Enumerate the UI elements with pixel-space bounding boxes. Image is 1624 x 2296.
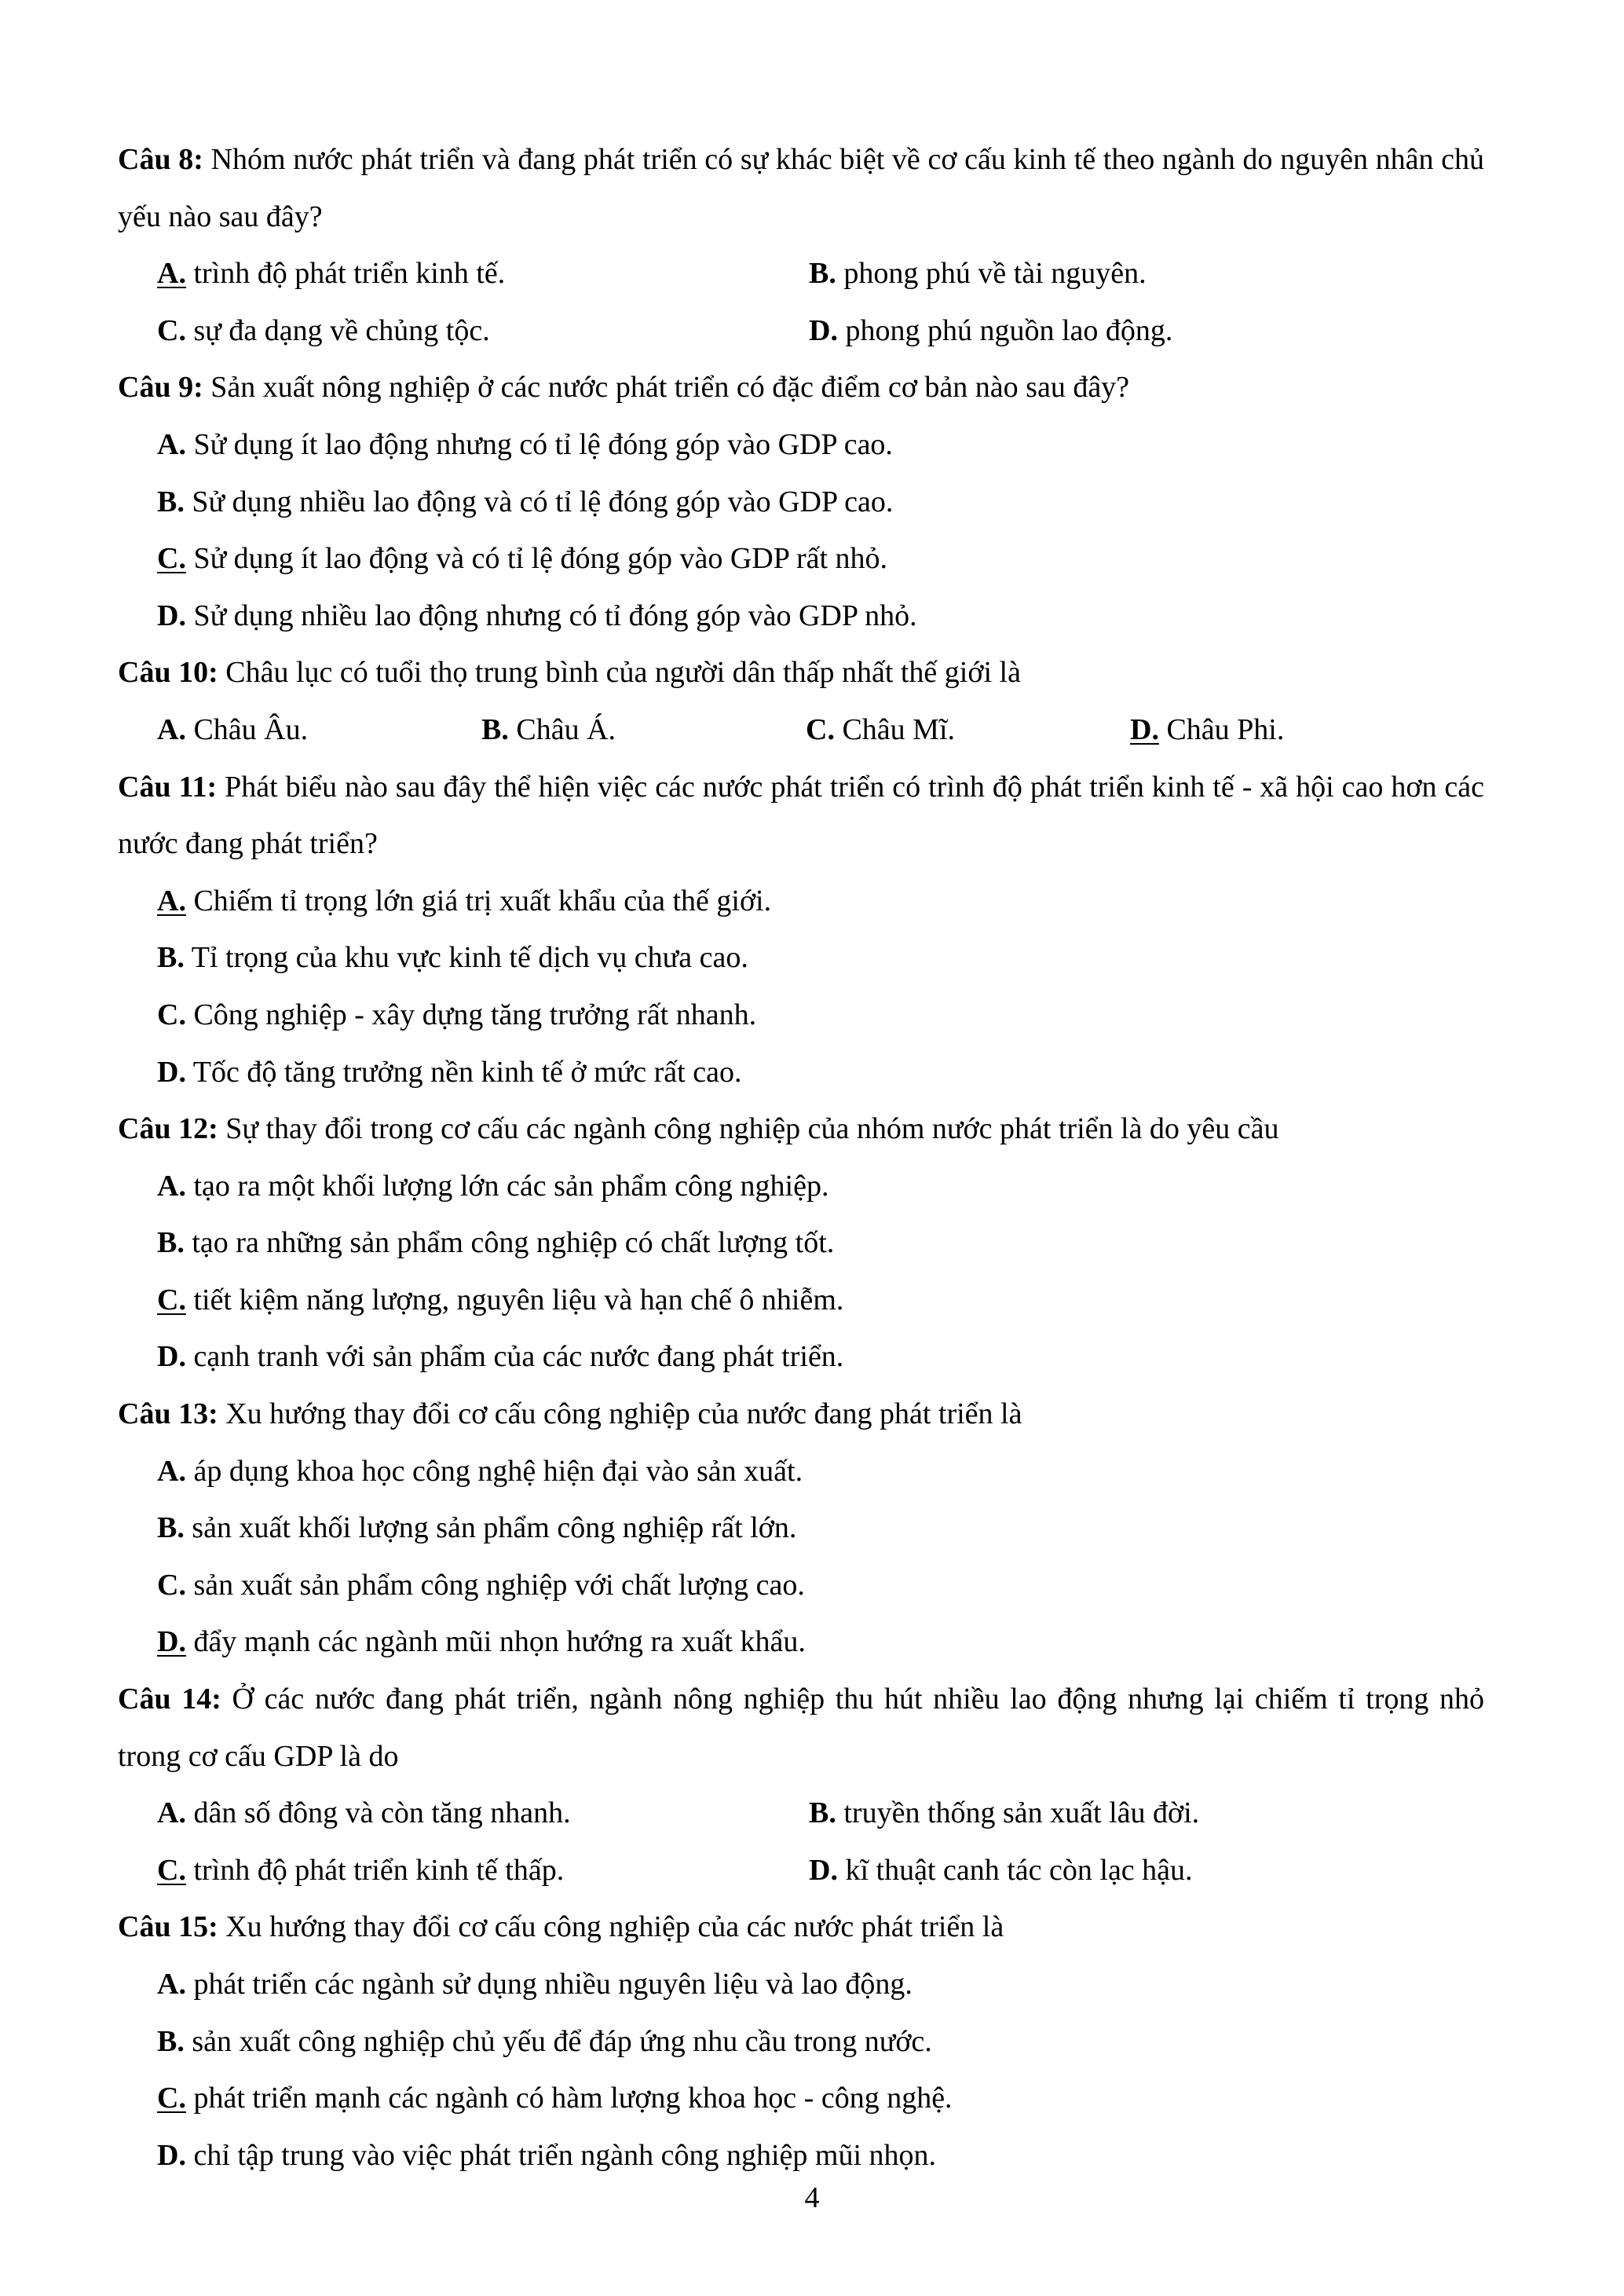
option-a xyxy=(118,1158,1484,1215)
option-letter: B. xyxy=(157,1511,185,1545)
option-a xyxy=(118,416,1484,474)
question-label: Câu 11: xyxy=(118,770,218,804)
option-c xyxy=(157,302,809,360)
option-a xyxy=(157,1785,809,1842)
option-a xyxy=(118,873,1484,930)
question-text: Phát biểu nào sau đây thể hiện việc các nước phát triển có trình độ phát triển kinh tế - xã hội cao hơn các nước đang phát triển? xyxy=(118,770,1484,861)
option-letter: A. xyxy=(157,712,186,746)
option-letter: C. xyxy=(157,1568,186,1602)
option-b xyxy=(809,1785,1461,1842)
option-text: tiết kiệm năng lượng, nguyên liệu và hạn chế ô nhiễm. xyxy=(193,1283,844,1316)
option-letter: D. xyxy=(809,1853,838,1887)
question-text: Xu hướng thay đổi cơ cấu công nghiệp của các nước phát triển là xyxy=(225,1910,1004,1944)
option-letter: B. xyxy=(481,712,509,746)
options-row xyxy=(118,1842,1484,1899)
option-c xyxy=(118,1272,1484,1329)
question-15 xyxy=(118,1899,1484,1956)
option-letter: B. xyxy=(157,485,185,518)
answer-letter: D. xyxy=(1130,712,1159,746)
option-letter: A. xyxy=(157,427,186,461)
question-8 xyxy=(118,131,1484,245)
answer-letter: C. xyxy=(157,542,186,576)
options-row xyxy=(118,701,1484,759)
option-text: cạnh tranh với sản phẩm của các nước đang phát triển. xyxy=(193,1340,844,1374)
answer-letter: C. xyxy=(157,1283,186,1316)
option-text: kĩ thuật canh tác còn lạc hậu. xyxy=(845,1853,1193,1887)
option-text: Tỉ trọng của khu vực kinh tế dịch vụ chưa cao. xyxy=(191,941,748,975)
option-text: Tốc độ tăng trưởng nền kinh tế ở mức rất cao. xyxy=(192,1055,742,1089)
option-text: dân số đông và còn tăng nhanh. xyxy=(193,1796,571,1830)
question-11 xyxy=(118,759,1484,873)
option-text: Sử dụng ít lao động nhưng có tỉ lệ đóng góp vào GDP cao. xyxy=(193,427,893,461)
option-letter: D. xyxy=(157,1055,186,1089)
question-10 xyxy=(118,644,1484,701)
option-letter: D. xyxy=(809,313,838,347)
option-letter: B. xyxy=(157,1226,185,1260)
option-text: Sử dụng nhiều lao động và có tỉ lệ đóng góp vào GDP cao. xyxy=(192,485,894,518)
option-a xyxy=(118,1443,1484,1500)
option-letter: C. xyxy=(157,313,186,347)
option-b xyxy=(118,2013,1484,2071)
option-letter: D. xyxy=(157,599,186,632)
question-label: Câu 12: xyxy=(118,1112,218,1146)
option-text: Châu Á. xyxy=(516,712,616,746)
question-text: Ở các nước đang phát triển, ngành nông nghiệp thu hút nhiều lao động nhưng lại chiếm tỉ trọng nhỏ trong cơ cấu GDP là do xyxy=(118,1683,1485,1773)
option-letter: A. xyxy=(157,1968,186,2001)
option-letter: C. xyxy=(806,712,835,746)
option-d xyxy=(118,1328,1484,1386)
option-c xyxy=(118,1557,1484,1614)
option-d xyxy=(809,1842,1461,1899)
option-b xyxy=(118,1500,1484,1557)
option-b xyxy=(481,701,806,759)
option-text: tạo ra những sản phẩm công nghiệp có chất lượng tốt. xyxy=(192,1226,835,1260)
answer-letter: D. xyxy=(157,1625,186,1659)
option-letter: A. xyxy=(157,1169,186,1203)
answer-letter: C. xyxy=(157,2082,186,2115)
option-letter: A. xyxy=(157,1454,186,1488)
option-text: trình độ phát triển kinh tế thấp. xyxy=(193,1853,565,1887)
answer-letter: C. xyxy=(157,1853,186,1887)
option-text: Công nghiệp - xây dựng tăng trưởng rất nhanh. xyxy=(193,998,757,1031)
option-letter: D. xyxy=(157,1340,186,1374)
option-b xyxy=(809,245,1461,302)
option-c xyxy=(118,987,1484,1044)
option-d xyxy=(1130,701,1454,759)
question-text: Xu hướng thay đổi cơ cấu công nghiệp của nước đang phát triển là xyxy=(225,1397,1022,1431)
option-text: phát triển mạnh các ngành có hàm lượng khoa học - công nghệ. xyxy=(193,2082,953,2115)
option-text: Châu Âu. xyxy=(193,712,309,746)
option-letter: C. xyxy=(157,998,186,1031)
option-a xyxy=(118,1956,1484,2013)
option-letter: B. xyxy=(809,257,836,291)
option-b xyxy=(118,929,1484,987)
question-text: Châu lục có tuổi thọ trung bình của người dân thấp nhất thế giới là xyxy=(225,656,1021,690)
answer-letter: A. xyxy=(157,884,186,917)
option-d xyxy=(118,588,1484,645)
option-c xyxy=(806,701,1130,759)
option-letter: B. xyxy=(809,1796,836,1830)
option-b xyxy=(118,1214,1484,1272)
question-label: Câu 8: xyxy=(118,143,203,176)
option-d xyxy=(118,1044,1484,1101)
option-letter: B. xyxy=(157,941,185,975)
option-text: trình độ phát triển kinh tế. xyxy=(193,257,506,291)
question-text: Sự thay đổi trong cơ cấu các ngành công nghiệp của nhóm nước phát triển là do yêu cầu xyxy=(225,1112,1279,1146)
question-text: Nhóm nước phát triển và đang phát triển có sự khác biệt về cơ cấu kinh tế theo ngành do nguyên nhân chủ yếu nào sau đây? xyxy=(118,143,1485,233)
question-label: Câu 9: xyxy=(118,371,203,405)
options-row xyxy=(118,245,1484,302)
question-label: Câu 13: xyxy=(118,1397,218,1431)
option-c xyxy=(157,1842,809,1899)
option-letter: D. xyxy=(157,2138,186,2172)
option-letter: A. xyxy=(157,1796,186,1830)
question-text: Sản xuất nông nghiệp ở các nước phát triển có đặc điểm cơ bản nào sau đây? xyxy=(210,371,1130,405)
option-c xyxy=(118,530,1484,588)
option-text: tạo ra một khối lượng lớn các sản phẩm công nghiệp. xyxy=(193,1169,829,1203)
option-c xyxy=(118,2070,1484,2127)
option-letter: B. xyxy=(157,2024,185,2058)
options-row xyxy=(118,1785,1484,1842)
answer-letter: A. xyxy=(157,257,186,291)
question-label: Câu 15: xyxy=(118,1910,218,1944)
option-a xyxy=(157,701,481,759)
option-text: Châu Mĩ. xyxy=(842,712,956,746)
options-row xyxy=(118,302,1484,360)
option-d xyxy=(118,1613,1484,1671)
option-text: sự đa dạng về chủng tộc. xyxy=(193,313,490,347)
exam-page xyxy=(118,131,1484,2184)
question-12 xyxy=(118,1100,1484,1158)
option-text: áp dụng khoa học công nghệ hiện đại vào sản xuất. xyxy=(193,1454,803,1488)
question-14 xyxy=(118,1671,1484,1785)
option-a xyxy=(157,245,809,302)
page-number: 4 xyxy=(804,2181,820,2214)
question-label: Câu 14: xyxy=(118,1683,221,1716)
option-text: sản xuất khối lượng sản phẩm công nghiệp rất lớn. xyxy=(192,1511,797,1545)
question-label: Câu 10: xyxy=(118,656,218,690)
question-13 xyxy=(118,1386,1484,1443)
option-text: phong phú về tài nguyên. xyxy=(843,257,1147,291)
option-text: phát triển các ngành sử dụng nhiều nguyên liệu và lao động. xyxy=(193,1968,913,2001)
option-text: Sử dụng ít lao động và có tỉ lệ đóng góp vào GDP rất nhỏ. xyxy=(193,542,888,576)
option-text: chỉ tập trung vào việc phát triển ngành công nghiệp mũi nhọn. xyxy=(193,2138,936,2172)
option-text: sản xuất sản phẩm công nghiệp với chất lượng cao. xyxy=(193,1568,805,1602)
option-text: truyền thống sản xuất lâu đời. xyxy=(843,1796,1200,1830)
option-text: Chiếm tỉ trọng lớn giá trị xuất khẩu của thế giới. xyxy=(193,884,772,917)
option-d xyxy=(809,302,1461,360)
option-text: phong phú nguồn lao động. xyxy=(845,313,1173,347)
option-text: sản xuất công nghiệp chủ yếu để đáp ứng nhu cầu trong nước. xyxy=(192,2024,932,2058)
option-b xyxy=(118,474,1484,531)
option-text: Sử dụng nhiều lao động nhưng có tỉ đóng góp vào GDP nhỏ. xyxy=(193,599,917,632)
question-9 xyxy=(118,359,1484,416)
option-text: Châu Phi. xyxy=(1166,712,1285,746)
option-text: đẩy mạnh các ngành mũi nhọn hướng ra xuất khẩu. xyxy=(193,1625,806,1659)
option-d xyxy=(118,2127,1484,2184)
